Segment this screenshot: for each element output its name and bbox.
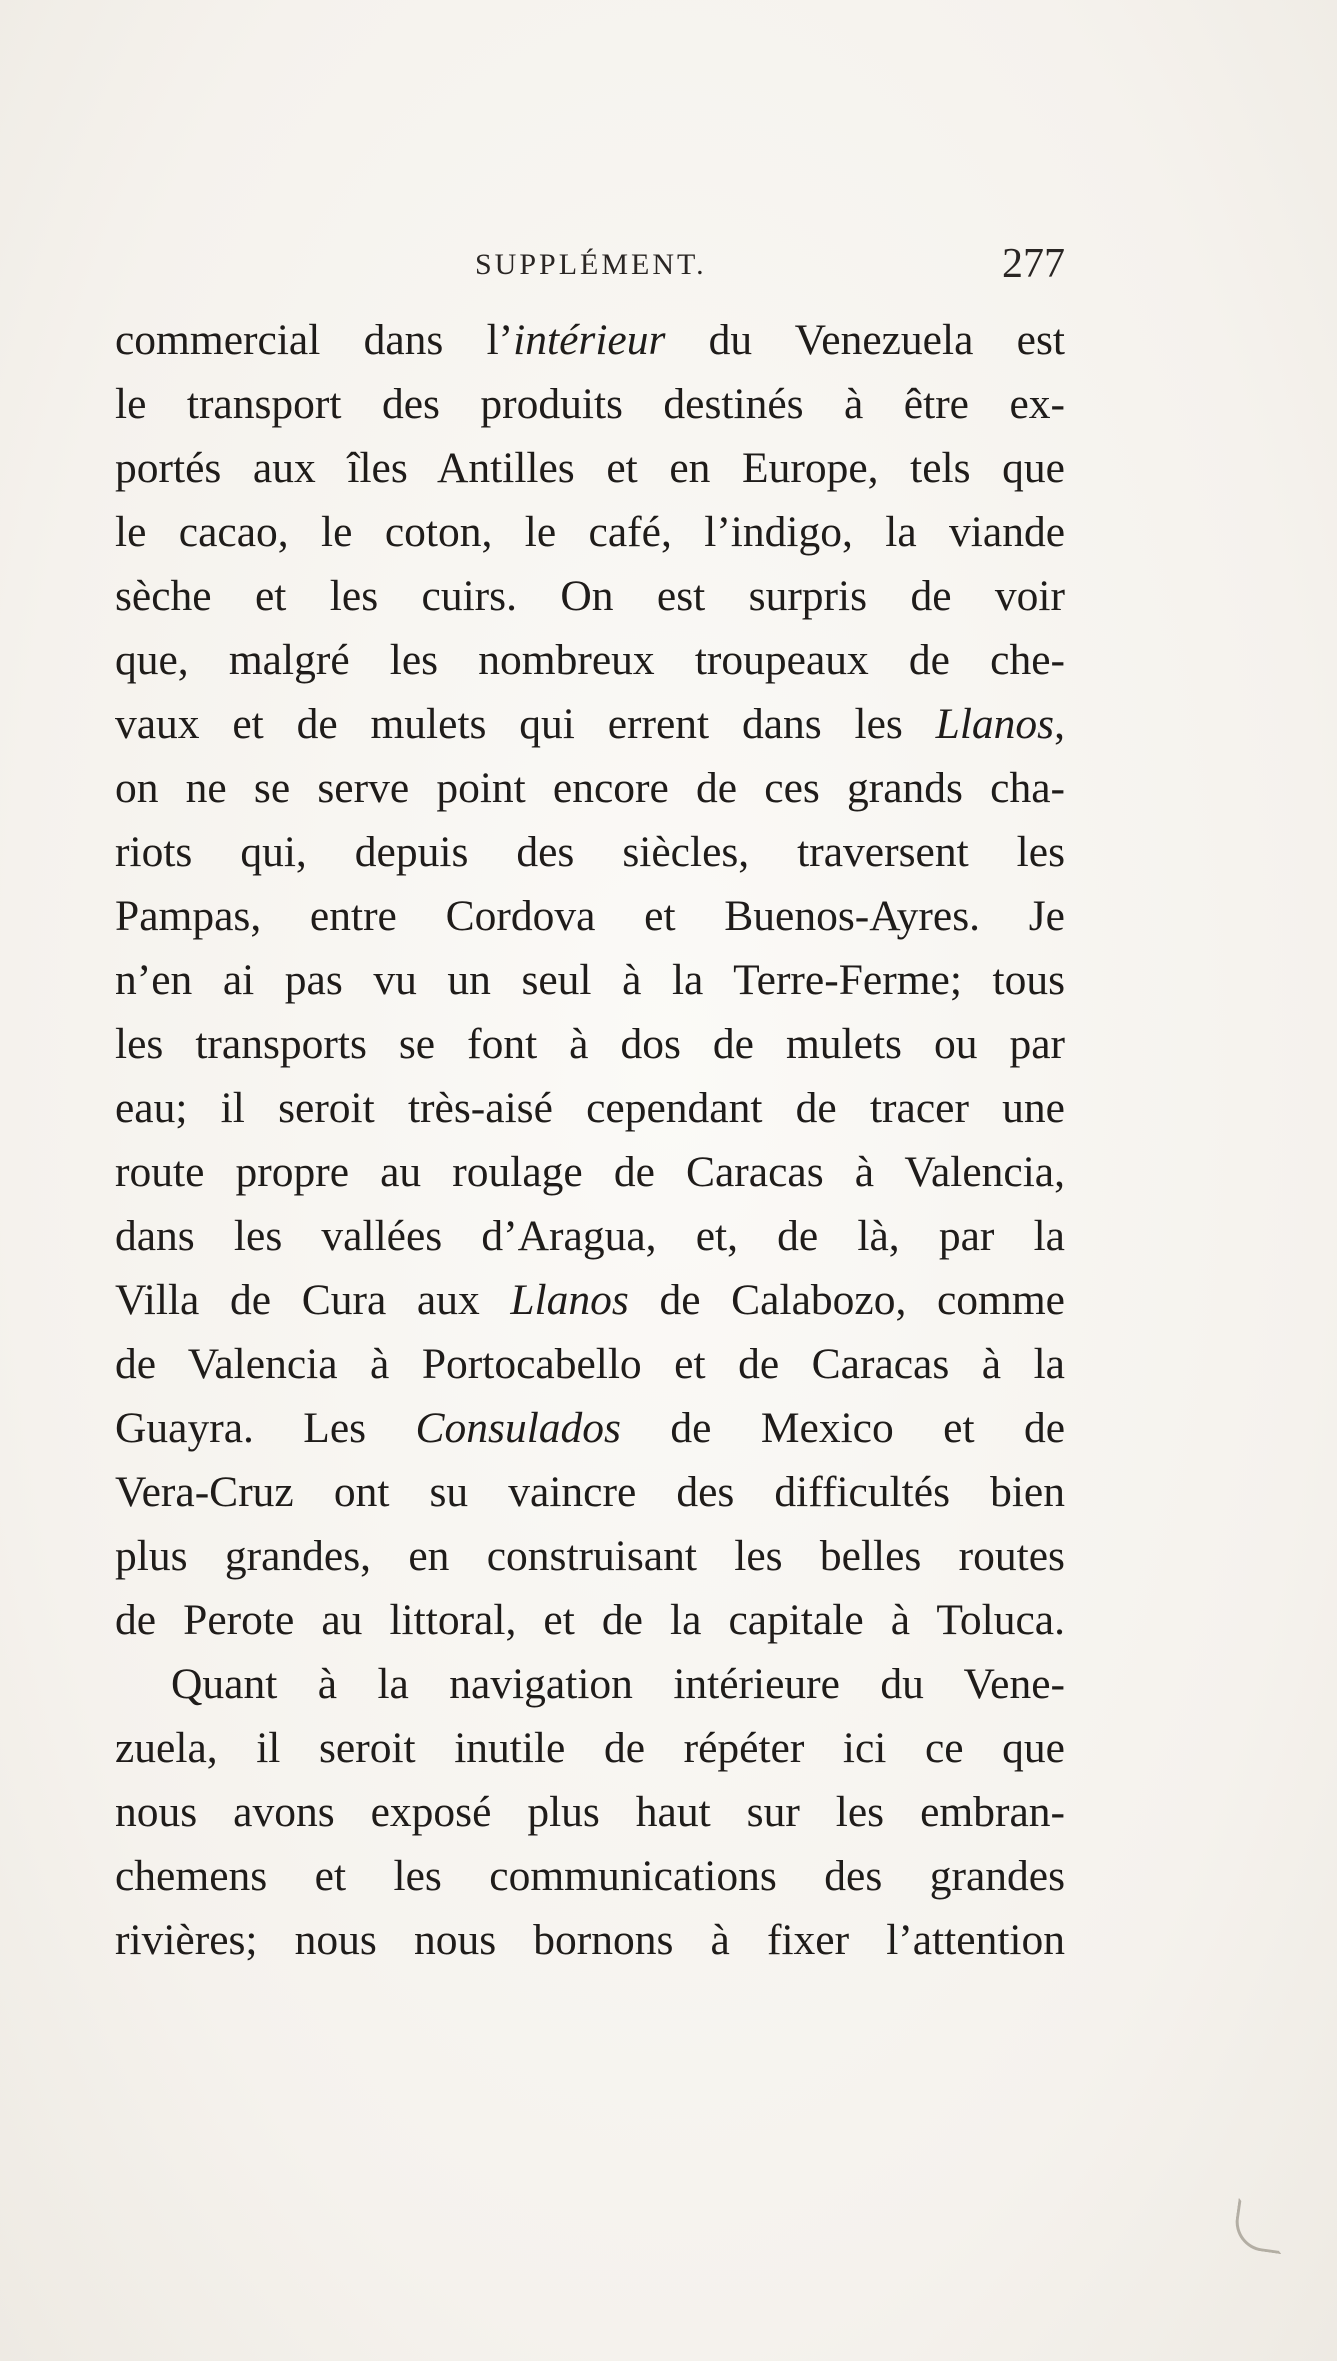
text-segment: zuela, il seroit inutile de répéter ici ce que <box>115 1724 1065 1772</box>
text-segment: sèche et les cuirs. On est surpris de voir <box>115 572 1065 620</box>
text-line <box>115 1140 1065 1204</box>
text-segment: de Calabozo, comme <box>628 1276 1065 1324</box>
text-segment: plus grandes, en construisant les belles routes <box>115 1532 1065 1580</box>
text-line <box>115 820 1065 884</box>
text-segment: que, malgré les nombreux troupeaux de che- <box>115 636 1065 684</box>
text-line <box>115 884 1065 948</box>
italic-text: Llanos <box>510 1276 629 1324</box>
text-line <box>115 1332 1065 1396</box>
text-segment: Vera-Cruz ont su vaincre des difficultés bien <box>115 1468 1065 1516</box>
text-segment: eau; il seroit très-aisé cependant de tracer une <box>115 1084 1065 1132</box>
text-line <box>115 756 1065 820</box>
text-line <box>115 1012 1065 1076</box>
text-segment: , <box>1054 700 1065 748</box>
page-number: 277 <box>1002 241 1065 287</box>
text-line <box>115 1588 1065 1652</box>
text-segment: portés aux îles Antilles et en Europe, tels que <box>115 444 1065 492</box>
text-line <box>115 692 1065 756</box>
text-segment: Villa de Cura aux <box>115 1276 511 1324</box>
italic-text: Consulados <box>415 1404 621 1452</box>
text-line <box>115 1268 1065 1332</box>
text-line <box>115 564 1065 628</box>
text-line <box>115 1396 1065 1460</box>
text-segment: les transports se font à dos de mulets ou par <box>115 1020 1065 1068</box>
text-segment: vaux et de mulets qui errent dans les <box>115 700 936 748</box>
text-line <box>115 1076 1065 1140</box>
text-line <box>115 948 1065 1012</box>
body-text <box>115 308 1065 1972</box>
text-segment: de Mexico et de <box>620 1404 1065 1452</box>
text-segment: de Perote au littoral, et de la capitale à Toluca. <box>115 1596 1065 1644</box>
text-line <box>115 436 1065 500</box>
text-segment: Guayra. Les <box>115 1404 416 1452</box>
text-line <box>115 372 1065 436</box>
text-segment: route propre au roulage de Caracas à Valencia, <box>115 1148 1065 1196</box>
text-segment: n’en ai pas vu un seul à la Terre-Ferme; tous <box>115 956 1065 1004</box>
text-line <box>115 1204 1065 1268</box>
text-segment: rivières; nous nous bornons à fixer l’attention <box>115 1916 1065 1964</box>
text-line <box>115 1460 1065 1524</box>
text-line <box>115 1844 1065 1908</box>
text-segment: le transport des produits destinés à être ex- <box>115 380 1065 428</box>
text-segment: Pampas, entre Cordova et Buenos-Ayres. Je <box>115 892 1065 940</box>
page-header <box>115 240 1065 290</box>
text-segment: commercial dans l’ <box>115 316 514 364</box>
text-segment: le cacao, le coton, le café, l’indigo, la viande <box>115 508 1065 556</box>
running-head: SUPPLÉMENT. <box>475 248 707 281</box>
text-line <box>115 1652 1065 1716</box>
italic-text: Llanos <box>935 700 1055 748</box>
text-segment: de Valencia à Portocabello et de Caracas à la <box>115 1340 1065 1388</box>
text-line <box>115 1780 1065 1844</box>
pencil-mark-icon <box>1232 2198 1288 2254</box>
italic-text: intérieur <box>513 316 666 364</box>
text-line <box>115 1716 1065 1780</box>
text-segment: du Venezuela est <box>665 316 1065 364</box>
text-segment: Quant à la navigation intérieure du Vene- <box>171 1660 1065 1708</box>
text-line <box>115 500 1065 564</box>
text-segment: riots qui, depuis des siècles, traversent les <box>115 828 1065 876</box>
text-line <box>115 1908 1065 1972</box>
text-line <box>115 628 1065 692</box>
text-line <box>115 308 1065 372</box>
text-segment: dans les vallées d’Aragua, et, de là, par la <box>115 1212 1065 1260</box>
text-segment: chemens et les communications des grandes <box>115 1852 1065 1900</box>
text-segment: nous avons exposé plus haut sur les embran- <box>115 1788 1065 1836</box>
text-segment: on ne se serve point encore de ces grands cha- <box>115 764 1065 812</box>
text-line <box>115 1524 1065 1588</box>
